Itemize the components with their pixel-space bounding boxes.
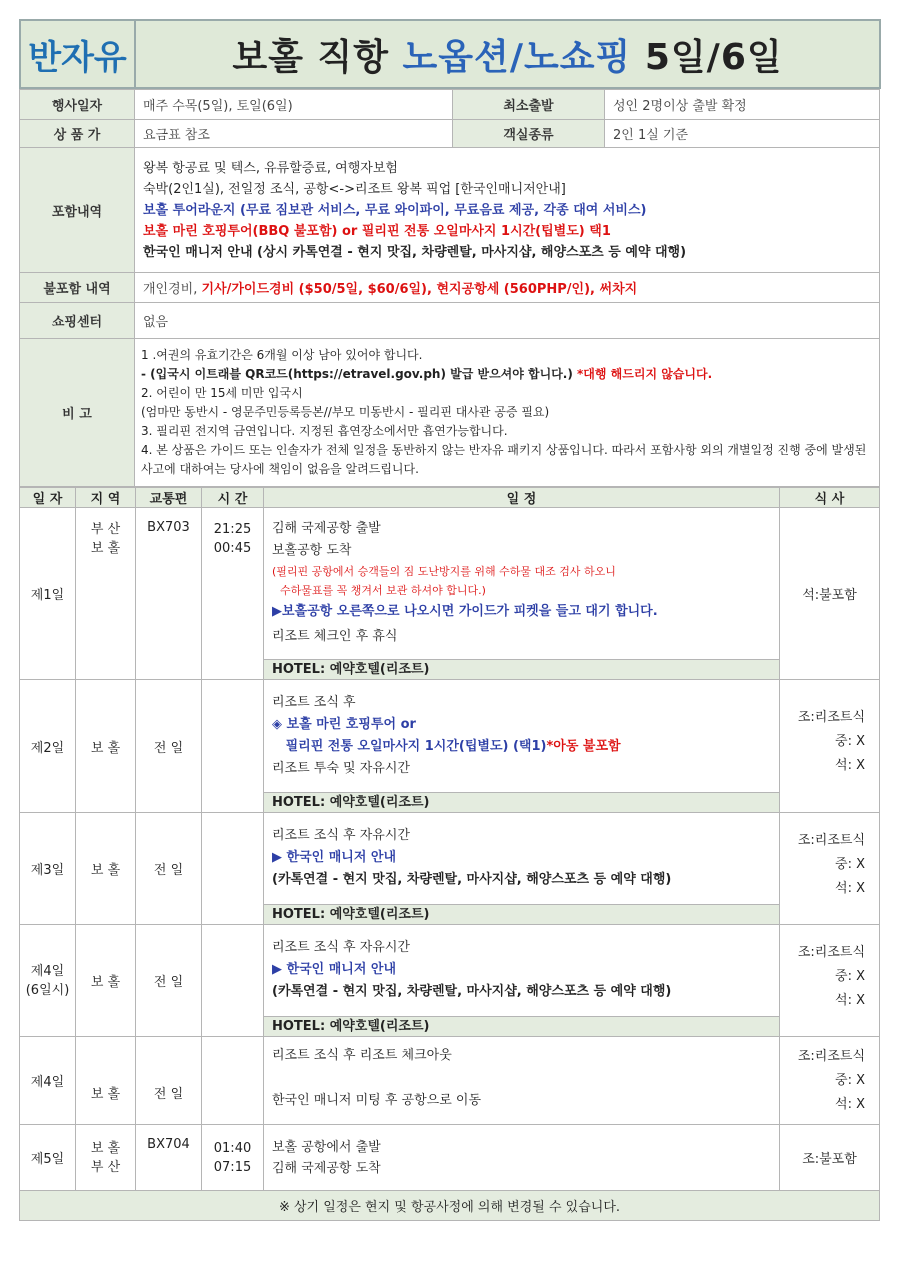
day4b-meal [780, 1037, 880, 1125]
included-block [135, 148, 880, 273]
day4b-transport: 전 일 [136, 1037, 202, 1125]
day5-row [20, 1125, 880, 1191]
note-2b: *대행 해드리지 않습니다. [577, 367, 713, 381]
day4a-meal-2: 중: X [835, 969, 865, 984]
day4b-meal-1: 조:리조트식 [797, 1048, 865, 1064]
day5-region [76, 1125, 136, 1191]
day1-line4: 수하물표를 꼭 챙겨서 보관 하셔야 합니다.) [280, 584, 486, 597]
day3-meal [780, 813, 880, 925]
day1-line6: 리조트 체크인 후 휴식 [272, 629, 398, 644]
day5-region-2: 부 산 [90, 1159, 121, 1175]
day3-transport: 전 일 [136, 813, 202, 925]
day3-meal-1: 조:리조트식 [797, 833, 865, 848]
day4b-label: 제4일 [20, 1037, 76, 1125]
day3-region: 보 홀 [76, 813, 136, 925]
day4b-line1: 리조트 조식 후 리조트 체크아웃 [272, 1048, 452, 1063]
day2-itinerary [264, 680, 780, 813]
day2-region: 보 홀 [76, 680, 136, 813]
day4b-meal-2: 중: X [835, 1072, 865, 1088]
day5-line2: 김해 국제공항 도착 [272, 1160, 381, 1176]
day4a-time [202, 925, 264, 1037]
included-line3: 보홀 투어라운지 (무료 짐보관 서비스, 무료 와이파이, 무료음료 제공, 각종 대여 서비스) [143, 202, 647, 218]
day4b-region: 보 홀 [76, 1037, 136, 1125]
day5-transport: BX704 [136, 1125, 202, 1191]
day3-label: 제3일 [20, 813, 76, 925]
day2-transport: 전 일 [136, 680, 202, 813]
included-label: 포함내역 [20, 148, 135, 273]
schedule-table [19, 487, 880, 1221]
room-value: 2인 1실 기준 [605, 120, 880, 148]
day4a-line1: 리조트 조식 후 자유시간 [272, 940, 410, 955]
day4a-meal-3: 석: X [835, 993, 865, 1008]
note-5: 3. 필리핀 전지역 금연입니다. 지정된 흡연장소에서만 흡연가능합니다. [141, 424, 508, 438]
day4a-hotel: HOTEL: 예약호텔(리조트) [264, 1016, 779, 1036]
info-table [19, 89, 880, 487]
min-label: 최소출발 [453, 90, 605, 120]
day1-line1: 김해 국제공항 출발 [272, 521, 381, 536]
day1-line2: 보홀공항 도착 [272, 543, 352, 558]
excluded-label: 불포함 내역 [20, 273, 135, 303]
day4a-line2: ▶ 한국인 매니저 안내 [272, 962, 397, 977]
title-part3: 5일/6일 [631, 36, 783, 78]
col-transport: 교통편 [136, 488, 202, 508]
col-itinerary: 일 정 [264, 488, 780, 508]
room-label: 객실종류 [453, 120, 605, 148]
day3-meal-2: 중: X [835, 857, 865, 872]
col-time: 시 간 [202, 488, 264, 508]
included-line1: 왕복 항공료 및 텍스, 유류할증료, 여행자보험 [143, 160, 398, 176]
excluded-plain: 개인경비, [143, 282, 202, 297]
day2-line2: ◈ 보홀 마린 호핑투어 or [272, 717, 416, 732]
day4a-label-1: 제4일 [30, 963, 65, 979]
day3-itinerary [264, 813, 780, 925]
day4a-itinerary [264, 925, 780, 1037]
day2-meal-3: 석: X [835, 758, 865, 773]
day5-meal: 조:불포함 [780, 1125, 880, 1191]
day3-line2: ▶ 한국인 매니저 안내 [272, 850, 397, 865]
footer-row [20, 1191, 880, 1221]
day1-hotel: HOTEL: 예약호텔(리조트) [264, 659, 779, 679]
note-6: 4. 본 상품은 가이드 또는 인솔자가 전체 일정을 동반하지 않는 반자유 패키지 상품입니다. 따라서 포함사항 외의 개별일정 진행 중에 발생된 사고에 대하여는 당사에 책임이 없음을 알려드립니다. [141, 443, 867, 476]
day3-row [20, 813, 880, 925]
day5-line1: 보홀 공항에서 출발 [272, 1139, 381, 1155]
day4a-region: 보 홀 [76, 925, 136, 1037]
day5-time-2: 07:15 [213, 1159, 252, 1175]
day4b-line2: 한국인 매니저 미팅 후 공항으로 이동 [272, 1093, 482, 1108]
notes-block [135, 339, 880, 487]
day4a-label [20, 925, 76, 1037]
day1-label: 제1일 [20, 508, 76, 680]
col-day: 일 자 [20, 488, 76, 508]
day1-meal: 석:불포함 [780, 508, 880, 680]
shopping-label: 쇼핑센터 [20, 303, 135, 339]
note-2 [141, 365, 873, 384]
day4a-meal-1: 조:리조트식 [797, 945, 865, 960]
tour-sheet [19, 19, 879, 1221]
day3-hotel: HOTEL: 예약호텔(리조트) [264, 904, 779, 924]
page-title [135, 20, 880, 88]
note-4: (엄마만 동반시 - 영문주민등록등본//부모 미동반시 - 필리핀 대사관 공증 필요) [141, 405, 550, 419]
day2-label: 제2일 [20, 680, 76, 813]
brand-label: 반자유 [20, 20, 135, 88]
day2-row [20, 680, 880, 813]
footer-note: ※ 상기 일정은 현지 및 항공사정에 의해 변경될 수 있습니다. [20, 1191, 880, 1221]
day2-hotel: HOTEL: 예약호텔(리조트) [264, 792, 779, 812]
day2-line3 [272, 736, 771, 758]
day5-label: 제5일 [20, 1125, 76, 1191]
day1-time-1: 21:25 [213, 522, 252, 537]
header-table [19, 19, 881, 89]
day5-itinerary [264, 1125, 780, 1191]
day4a-transport: 전 일 [136, 925, 202, 1037]
day1-row [20, 508, 880, 680]
schedule-header [20, 488, 880, 508]
day1-transport: BX703 [136, 508, 202, 680]
day3-time [202, 813, 264, 925]
min-value: 성인 2명이상 출발 확정 [605, 90, 880, 120]
day1-region-2: 보 홀 [90, 541, 121, 556]
title-part1: 보홀 직항 [232, 36, 403, 78]
shopping-value: 없음 [135, 303, 880, 339]
day4a-row [20, 925, 880, 1037]
note-1: 1 .여권의 유효기간은 6개월 이상 남아 있어야 합니다. [141, 348, 423, 362]
day1-time [202, 508, 264, 680]
day3-line1: 리조트 조식 후 자유시간 [272, 828, 410, 843]
day4b-meal-3: 석: X [835, 1096, 865, 1112]
day5-time-1: 01:40 [213, 1140, 252, 1156]
day4a-line3: (카톡연결 - 현지 맛집, 차량렌탈, 마사지샵, 해양스포츠 등 예약 대행) [272, 984, 672, 999]
date-label: 행사일자 [20, 90, 135, 120]
price-label: 상 품 가 [20, 120, 135, 148]
day3-meal-3: 석: X [835, 881, 865, 896]
day1-region [76, 508, 136, 680]
price-value: 요금표 참조 [135, 120, 453, 148]
col-region: 지 역 [76, 488, 136, 508]
day1-region-1: 부 산 [90, 522, 121, 537]
notes-label: 비 고 [20, 339, 135, 487]
day2-meal-1: 조:리조트식 [797, 710, 865, 725]
day5-time [202, 1125, 264, 1191]
included-line5: 한국인 매니저 안내 (상시 카톡연결 - 현지 맛집, 차량렌탈, 마사지샵, 해양스포츠 등 예약 대행) [143, 244, 687, 260]
included-line4: 보홀 마린 호핑투어(BBQ 불포함) or 필리핀 전통 오일마사지 1시간(팁별도) 택1 [143, 223, 611, 239]
day4b-time [202, 1037, 264, 1125]
note-3: 2. 어린이 만 15세 미만 입국시 [141, 386, 303, 400]
day2-line3b: *아동 불포함 [546, 739, 621, 754]
day4b-itinerary [264, 1037, 780, 1125]
day1-time-2: 00:45 [213, 541, 252, 556]
title-part2: 노옵션/노쇼핑 [402, 36, 632, 78]
day1-line5: ▶보홀공항 오른쪽으로 나오시면 가이드가 피켓을 들고 대기 합니다. [272, 604, 658, 619]
day2-time [202, 680, 264, 813]
day5-region-1: 보 홀 [90, 1140, 121, 1156]
day2-line3a: 필리핀 전통 오일마사지 1시간(팁별도) (택1) [272, 739, 547, 754]
note-2a: - (입국시 이트래블 QR코드(https://etravel.gov.ph) 발급 받으셔야 합니다.) [141, 367, 578, 381]
day2-meal [780, 680, 880, 813]
included-line2: 숙박(2인1실), 전일정 조식, 공항<->리조트 왕복 픽업 [한국인매니저안내] [143, 181, 566, 197]
day2-meal-2: 중: X [835, 734, 865, 749]
day2-line4: 리조트 투숙 및 자유시간 [272, 761, 410, 776]
day1-line3: (필리핀 공항에서 승객들의 짐 도난방지를 위해 수하물 대조 검사 하오니 [272, 565, 616, 578]
day3-line3: (카톡연결 - 현지 맛집, 차량렌탈, 마사지샵, 해양스포츠 등 예약 대행) [272, 872, 672, 887]
col-meal: 식 사 [780, 488, 880, 508]
day1-itinerary [264, 508, 780, 680]
day4b-row [20, 1037, 880, 1125]
excluded-value [135, 273, 880, 303]
excluded-red: 기사/가이드경비 ($50/5일, $60/6일), 현지공항세 (560PHP/인), 써차지 [201, 282, 638, 297]
date-value: 매주 수목(5일), 토일(6일) [135, 90, 453, 120]
day2-line1: 리조트 조식 후 [272, 695, 356, 710]
day4a-meal [780, 925, 880, 1037]
day4a-label-2: (6일시) [25, 982, 70, 998]
